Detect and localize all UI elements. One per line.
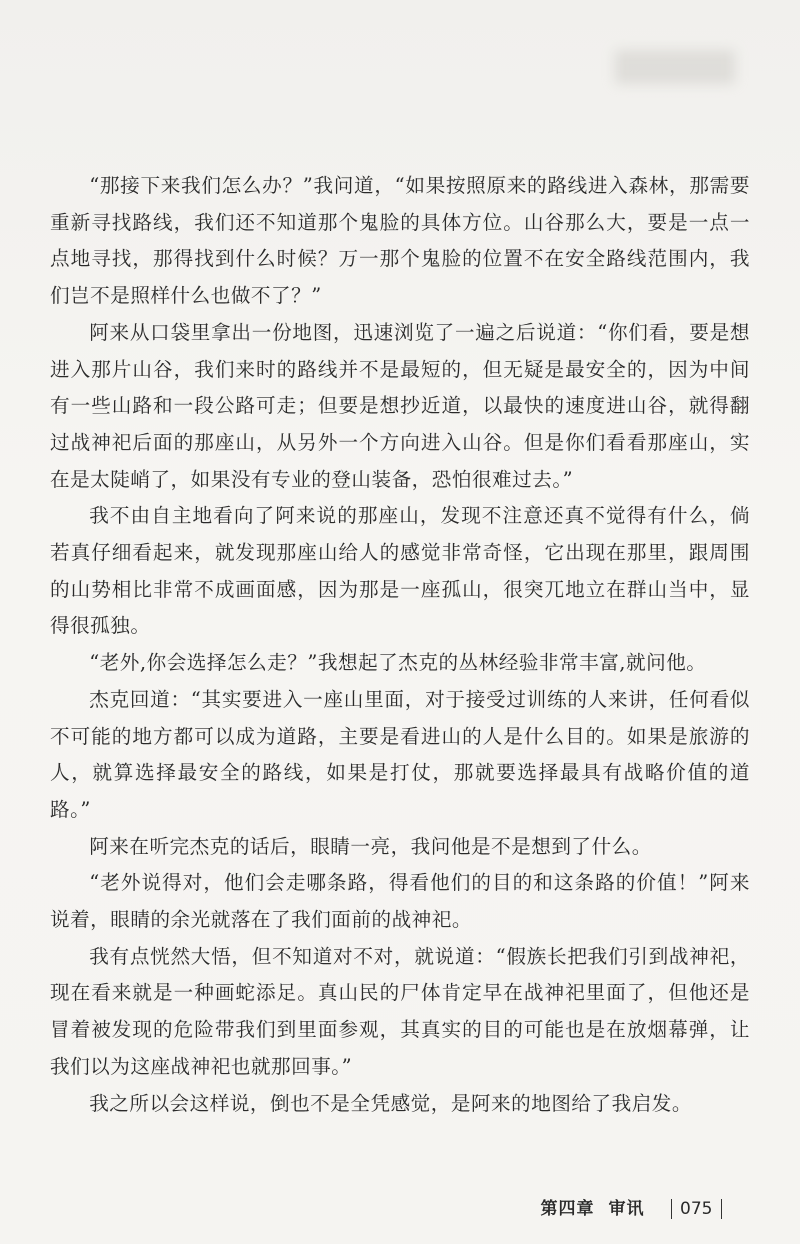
- paragraph-9: 我之所以会这样说，倒也不是全凭感觉，是阿来的地图给了我启发。: [89, 1091, 692, 1115]
- body-text: [50, 168, 750, 1122]
- chapter-title: 审讯: [608, 1199, 645, 1219]
- paragraph-6: 阿来在听完杰克的话后，眼睛一亮，我问他是不是想到了什么。: [89, 834, 652, 858]
- paragraph-2: 阿来从口袋里拿出一份地图，迅速浏览了一遍之后说道：“你们看，要是想进入那片山谷，我们来时的路线并不是最短的，但无疑是最安全的，因为中间有一些山路和一段公路可走；但要是想抄近道，以最快的速度进山谷，就得翻过战神祀后面的那座山，从另外一个方向进入山谷。但是你们看看那座山，实在是太陡峭了，如果没有专业的登山装备，恐怕很难过去。”: [50, 320, 750, 491]
- paragraph-7: “老外说得对，他们会走哪条路，得看他们的目的和这条路的价值！”阿来说着，眼睛的余光就落在了我们面前的战神祀。: [50, 871, 750, 932]
- paragraph-3: 我不由自主地看向了阿来说的那座山，发现不注意还真不觉得有什么，倘若真仔细看起来，就发现那座山给人的感觉非常奇怪，它出现在那里，跟周围的山势相比非常不成画面感，因为那是一座孤山，很突兀地立在群山当中，显得很孤独。: [50, 504, 750, 638]
- divider: [721, 1199, 723, 1219]
- paragraph-4: “老外,你会选择怎么走？”我想起了杰克的丛林经验非常丰富,就问他。: [89, 651, 707, 675]
- divider: [671, 1199, 673, 1219]
- paragraph-5: 杰克回道：“其实要进入一座山里面，对于接受过训练的人来讲，任何看似不可能的地方都可以成为道路，主要是看进山的人是什么目的。如果是旅游的人，就算选择最安全的路线，如果是打仗，那就要选择最具有战略价值的道路。”: [50, 687, 750, 821]
- show-through-mark: [615, 50, 735, 84]
- chapter-label: 第四章: [540, 1199, 595, 1219]
- page-number: 075: [680, 1199, 713, 1219]
- running-footer: [541, 1198, 722, 1220]
- paragraph-8: 我有点恍然大悟，但不知道对不对，就说道：“假族长把我们引到战神祀，现在看来就是一种画蛇添足。真山民的尸体肯定早在战神祀里面了，但他还是冒着被发现的危险带我们到里面参观，其真实的目的可能也是在放烟幕弹，让我们以为这座战神祀也就那回事。”: [50, 944, 750, 1078]
- paragraph-1: “那接下来我们怎么办？”我问道，“如果按照原来的路线进入森林，那需要重新寻找路线，我们还不知道那个鬼脸的具体方位。山谷那么大，要是一点一点地寻找，那得找到什么时候？万一那个鬼脸的位置不在安全路线范围内，我们岂不是照样什么也做不了？”: [50, 174, 750, 308]
- chapter-heading: [541, 1198, 645, 1220]
